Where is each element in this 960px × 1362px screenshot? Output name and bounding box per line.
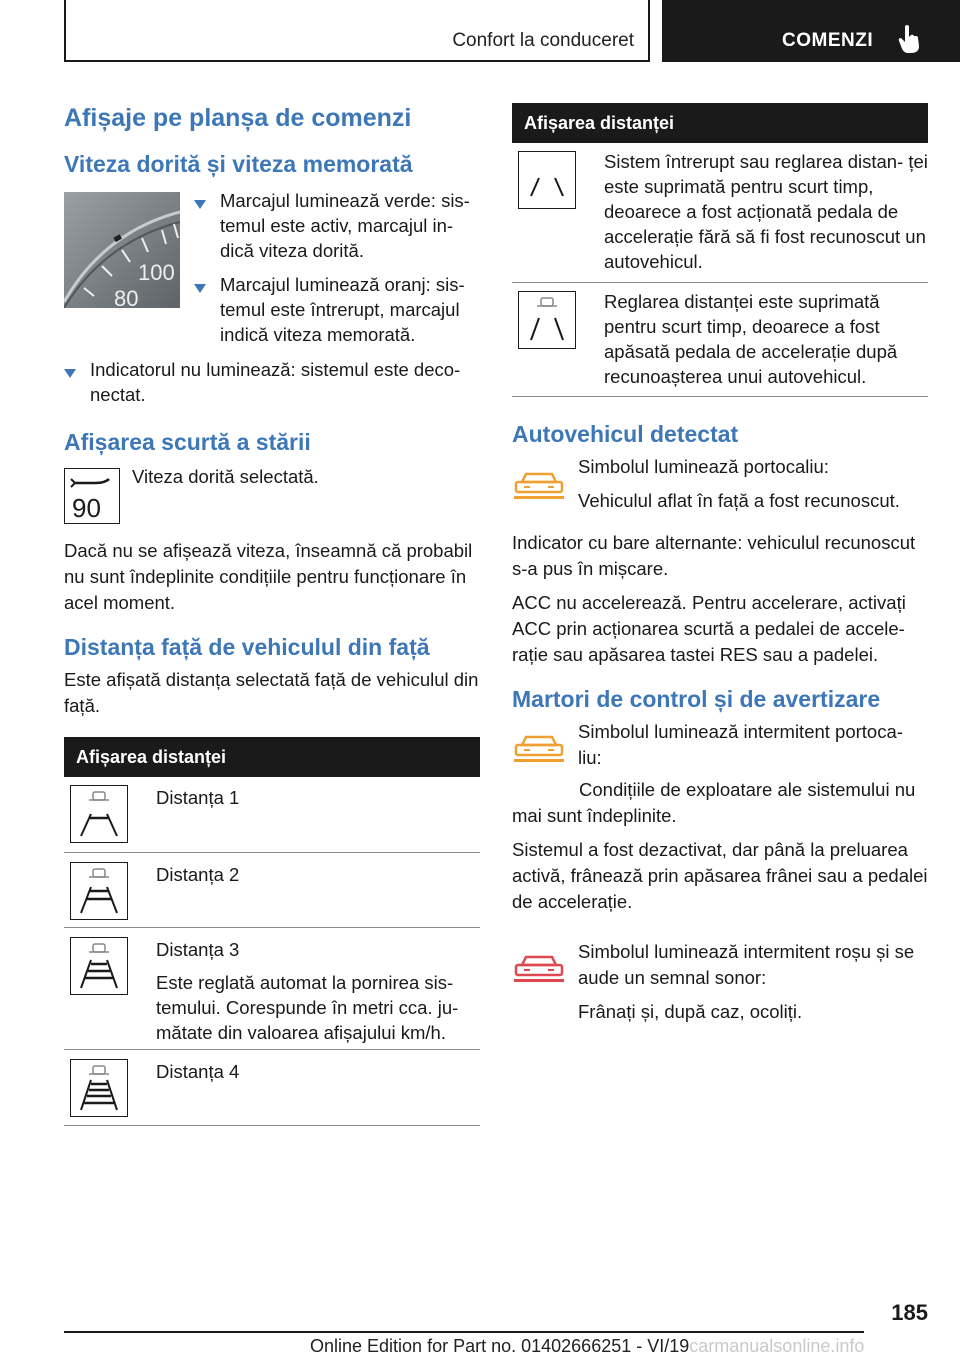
row-description: Reglarea distanței este suprimată pentru scurt timp, deoarece a fost apăsată pedala de accelerație după recunoașterea unui autovehicul. [604, 291, 898, 387]
section-heading-speed: Viteza dorită și viteza memorată [64, 151, 413, 177]
table-header: Afișarea distanței [64, 737, 480, 777]
page-number: 185 [891, 1300, 928, 1325]
table-row [64, 777, 480, 853]
speed-status-icon [64, 468, 120, 524]
row-label: Distanța 2 [156, 864, 240, 885]
bullet-text: Marcajul luminează oranj: sis- temul este întrerupt, marcajul indică viteza memorată. [220, 274, 465, 345]
table-row [64, 1050, 480, 1126]
distance-interrupted-icon [518, 151, 576, 209]
distance-4-icon [70, 1059, 128, 1117]
table-row [64, 928, 480, 1050]
bullet-item [194, 272, 480, 347]
triangle-bullet-icon [194, 200, 206, 209]
page-title: Afișaje pe planșa de comenzi [64, 104, 412, 132]
section-heading-status: Afișarea scurtă a stării [64, 429, 311, 455]
row-label: Distanța 3 [156, 939, 240, 960]
table-row [512, 143, 928, 283]
detected-paragraph-2: ACC nu accelerează. Pentru accelerare, activați ACC prin acționarea scurtă a pedalei de accele- rație sau apăsarea tastei RES sau a padelei. [512, 592, 906, 665]
chapter-title: COMENZI [782, 30, 874, 51]
edition-text: Online Edition for Part no. 01402666251 - VI/19 [310, 1336, 690, 1356]
speedo-label-80: 80 [114, 286, 139, 308]
header-chapter-tab[interactable] [662, 0, 960, 62]
bullet-item [64, 357, 480, 407]
bullet-text: Indicatorul nu luminează: sistemul este deco- nectat. [90, 359, 461, 405]
watermark-text: carmanualsonline.info [689, 1336, 865, 1356]
footer-divider [64, 1331, 864, 1333]
status-paragraph: Dacă nu se afișează viteza, înseamnă că probabil nu sunt îndeplinite condițiile pentru funcționare în acel moment. [64, 540, 473, 613]
row-description: Sistem întrerupt sau reglarea distan- ței este suprimată pentru scurt timp, deoarece a fost acționată pedala de accelerație fără să fi fost recunoscut un autovehicul. [604, 151, 928, 272]
distance-suppressed-icon [518, 291, 576, 349]
warning-line-2: Condițiile de exploatare ale sistemului nu mai sunt îndeplinite. [512, 779, 916, 826]
detected-paragraph-1: Indicator cu bare alternante: vehiculul recunoscut s-a pus în mișcare. [512, 532, 916, 579]
bullet-text: Marcajul luminează verde: sis- temul este activ, marcajul in- dică viteza dorită. [220, 190, 470, 261]
warning-paragraph: Sistemul a fost dezactivat, dar până la preluarea activă, frânează prin apăsarea frânei sau a pedalei de accelerație. [512, 839, 928, 912]
distance-table-right [512, 103, 928, 397]
table-header: Afișarea distanței [512, 103, 928, 143]
car-orange-icon [512, 470, 566, 504]
table-row [512, 283, 928, 397]
distance-2-icon [70, 862, 128, 920]
hand-pointer-icon [898, 24, 920, 54]
header-section-box [64, 0, 650, 62]
bullet-item [194, 188, 480, 263]
section-heading-distance: Distanța față de vehiculul din față [64, 634, 430, 660]
detected-line-2: Vehiculul aflat în față a fost recunoscut. [578, 490, 900, 511]
distance-3-icon [70, 937, 128, 995]
row-label: Distanța 1 [156, 787, 240, 808]
triangle-bullet-icon [64, 369, 76, 378]
status-speed-value: 90 [72, 493, 101, 523]
warning-line-3: Simbolul luminează intermitent roșu și se aude un semnal sonor: [578, 941, 915, 988]
distance-table [64, 737, 480, 1126]
car-flashing-orange-icon [512, 733, 566, 767]
section-title: Confort la conduceret [452, 30, 634, 51]
warning-line-1: Simbolul luminează intermitent portoca- liu: [578, 721, 903, 768]
section-heading-detected: Autovehicul detectat [512, 421, 739, 447]
status-text: Viteza dorită selectată. [132, 466, 319, 487]
distance-1-icon [70, 785, 128, 843]
distance-paragraph: Este afișată distanța selectată față de vehiculul din față. [64, 669, 479, 716]
table-row [64, 853, 480, 928]
row-label: Distanța 4 [156, 1061, 240, 1082]
triangle-bullet-icon [194, 284, 206, 293]
speedometer-image [64, 192, 180, 308]
section-heading-warnings: Martori de control și de avertizare [512, 686, 881, 712]
speedo-label-100: 100 [138, 260, 175, 285]
row-description: Este reglată automat la pornirea sis- temului. Corespunde în metri cca. ju- mătate din valoarea afișajului km/h. [156, 972, 459, 1043]
detected-line-1: Simbolul luminează portocaliu: [578, 456, 829, 477]
car-red-icon [512, 953, 566, 987]
warning-line-4: Frânați și, după caz, ocoliți. [578, 1001, 803, 1022]
footer-edition [310, 1336, 864, 1357]
